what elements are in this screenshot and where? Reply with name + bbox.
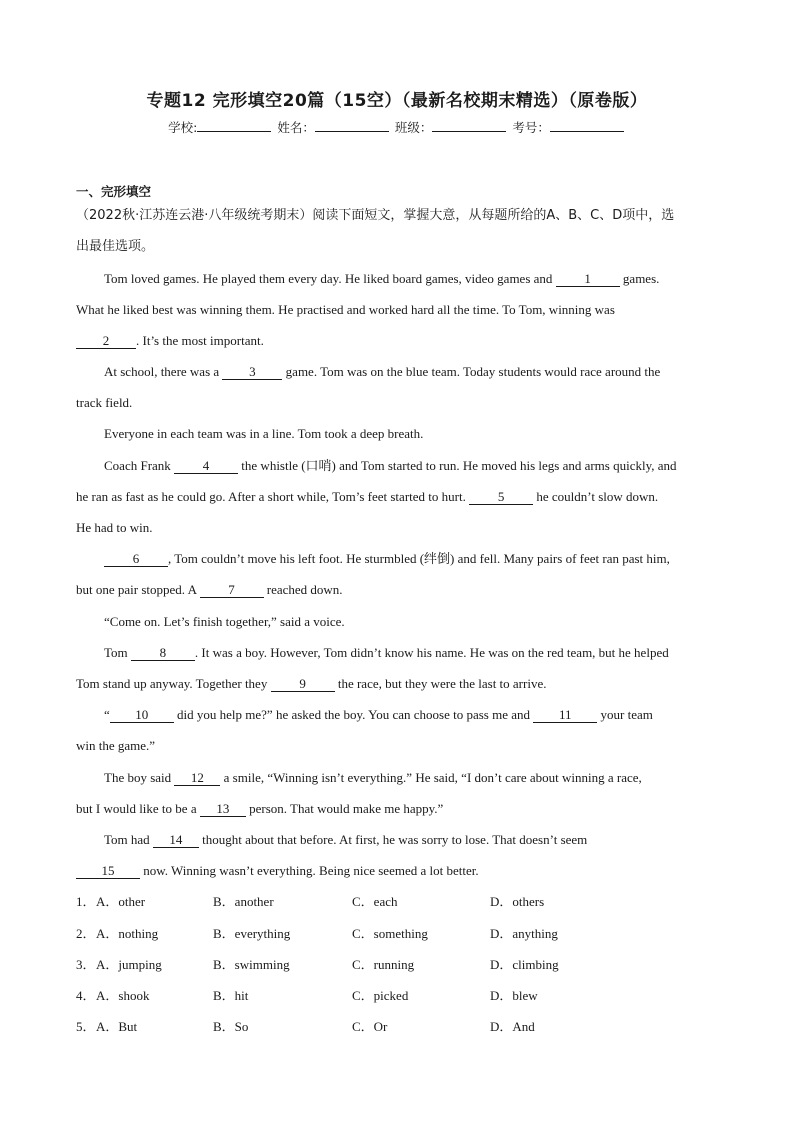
- option-a[interactable]: A．nothing: [96, 926, 159, 941]
- passage-text: game. Tom was on the blue team. Today students would race around the: [282, 364, 661, 379]
- exam-no-blank[interactable]: [550, 119, 624, 132]
- option-c[interactable]: C．something: [352, 926, 428, 941]
- passage-text: . It was a boy. However, Tom didn’t know his name. He was on the red team, but he helped: [194, 645, 669, 660]
- passage-line: [104, 550, 746, 568]
- blank-3[interactable]: 3: [222, 364, 282, 380]
- blank-1[interactable]: 1: [556, 271, 620, 287]
- passage-line: “Come on. Let’s finish together,” said a voice.: [104, 614, 345, 629]
- option-c[interactable]: C．Or: [352, 1019, 388, 1034]
- blank-2[interactable]: 2: [76, 333, 136, 349]
- passage-text: now. Winning wasn’t everything. Being nice seemed a lot better.: [140, 863, 479, 878]
- blank-15[interactable]: 15: [76, 863, 140, 879]
- option-c[interactable]: C．picked: [352, 988, 409, 1003]
- option-d[interactable]: D．blew: [490, 988, 538, 1003]
- option-d[interactable]: D．others: [490, 894, 545, 909]
- option-d[interactable]: D．And: [490, 1019, 535, 1034]
- section-heading: 一、完形填空: [76, 184, 152, 199]
- passage-line: [104, 644, 746, 662]
- option-a[interactable]: A．shook: [96, 988, 150, 1003]
- exam-no-label: 考号：: [512, 120, 550, 135]
- passage-text: did you help me?” he asked the boy. You can choose to pass me and: [173, 707, 534, 722]
- passage-text: At school, there was a: [104, 364, 223, 379]
- passage-line: [104, 363, 746, 381]
- passage-text: the race, but they were the last to arrive.: [334, 676, 547, 691]
- school-blank[interactable]: [197, 119, 271, 132]
- option-c[interactable]: C．each: [352, 894, 398, 909]
- option-b[interactable]: B．another: [213, 894, 274, 909]
- passage-line: [76, 675, 718, 693]
- passage-line: [76, 862, 718, 880]
- passage-line: win the game.”: [76, 738, 156, 753]
- option-b[interactable]: B．swimming: [213, 957, 290, 972]
- blank-11[interactable]: 11: [533, 707, 597, 723]
- passage-text: . It’s the most important.: [136, 333, 264, 348]
- blank-9[interactable]: 9: [271, 676, 335, 692]
- passage-text: but I would like to be a: [76, 801, 200, 816]
- passage-text: The boy said: [104, 770, 175, 785]
- option-b[interactable]: B．everything: [213, 926, 291, 941]
- name-label: 姓名：: [277, 120, 315, 135]
- option-a[interactable]: A．other: [96, 894, 146, 909]
- passage-text: , Tom couldn’t move his left foot. He sturmbled (绊倒) and fell. Many pairs of feet ran past him,: [168, 551, 670, 566]
- passage-line: [76, 581, 718, 599]
- blank-7[interactable]: 7: [200, 582, 264, 598]
- blank-5[interactable]: 5: [469, 489, 533, 505]
- option-d[interactable]: D．anything: [490, 926, 558, 941]
- blank-13[interactable]: 13: [200, 801, 246, 817]
- passage-line: [76, 488, 718, 506]
- source-line: 出最佳选项。: [76, 239, 155, 254]
- blank-8[interactable]: 8: [131, 645, 195, 661]
- question-number: 3．: [76, 957, 96, 972]
- student-info-line: [0, 118, 794, 136]
- passage-text: Coach Frank: [104, 458, 175, 473]
- class-blank[interactable]: [432, 119, 506, 132]
- passage-line: What he liked best was winning them. He practised and worked hard all the time. To Tom, winning was: [76, 302, 615, 317]
- passage-text: Tom had: [104, 832, 153, 847]
- blank-14[interactable]: 14: [153, 832, 199, 848]
- passage-text: reached down.: [263, 582, 343, 597]
- option-b[interactable]: B．hit: [213, 988, 249, 1003]
- passage-line: [104, 769, 746, 787]
- passage-text: but one pair stopped. A: [76, 582, 200, 597]
- passage-text: Tom loved games. He played them every day. He liked board games, video games and: [104, 271, 556, 286]
- passage-text: Tom stand up anyway. Together they: [76, 676, 271, 691]
- passage-text: Tom: [104, 645, 131, 660]
- passage-line: He had to win.: [76, 520, 153, 535]
- passage-line: track field.: [76, 395, 133, 410]
- blank-6[interactable]: 6: [104, 551, 168, 567]
- passage-text: “: [104, 707, 110, 722]
- passage-text: he ran as fast as he could go. After a short while, Tom’s feet started to hurt.: [76, 489, 470, 504]
- question-number: 4．: [76, 988, 96, 1003]
- option-d[interactable]: D．climbing: [490, 957, 559, 972]
- passage-text: thought about that before. At first, he was sorry to lose. That doesn’t seem: [198, 832, 588, 847]
- blank-12[interactable]: 12: [174, 770, 220, 786]
- passage-text: person. That would make me happy.”: [245, 801, 444, 816]
- passage-line: [104, 831, 746, 849]
- blank-10[interactable]: 10: [110, 707, 174, 723]
- passage-line: [104, 706, 746, 724]
- blank-4[interactable]: 4: [174, 458, 238, 474]
- school-label: 学校:: [168, 120, 198, 135]
- source-line: （2022秋·江苏连云港·八年级统考期末）阅读下面短文，掌握大意，从每题所给的A、B、C、D项中，选: [76, 208, 675, 223]
- question-number: 5．: [76, 1019, 96, 1034]
- passage-line: Everyone in each team was in a line. Tom took a deep breath.: [104, 426, 424, 441]
- option-b[interactable]: B．So: [213, 1019, 249, 1034]
- name-blank[interactable]: [315, 119, 389, 132]
- passage-text: games.: [619, 271, 660, 286]
- passage-text: your team: [597, 707, 653, 722]
- question-number: 2．: [76, 926, 96, 941]
- class-label: 班级：: [394, 120, 433, 135]
- passage-line: [76, 332, 718, 350]
- option-a[interactable]: A．But: [96, 1019, 138, 1034]
- passage-text: the whistle (口哨) and Tom started to run. He moved his legs and arms quickly, and: [238, 458, 677, 473]
- passage-line: [104, 270, 746, 288]
- page-title: 专题12 完形填空20篇（15空）（最新名校期末精选）（原卷版）: [146, 91, 648, 111]
- passage-text: a smile, “Winning isn’t everything.” He said, “I don’t care about winning a race,: [220, 770, 642, 785]
- question-number: 1．: [76, 894, 96, 909]
- passage-line: [76, 800, 718, 818]
- option-c[interactable]: C．running: [352, 957, 415, 972]
- passage-line: [104, 457, 746, 475]
- passage-text: he couldn’t slow down.: [533, 489, 659, 504]
- option-a[interactable]: A．jumping: [96, 957, 162, 972]
